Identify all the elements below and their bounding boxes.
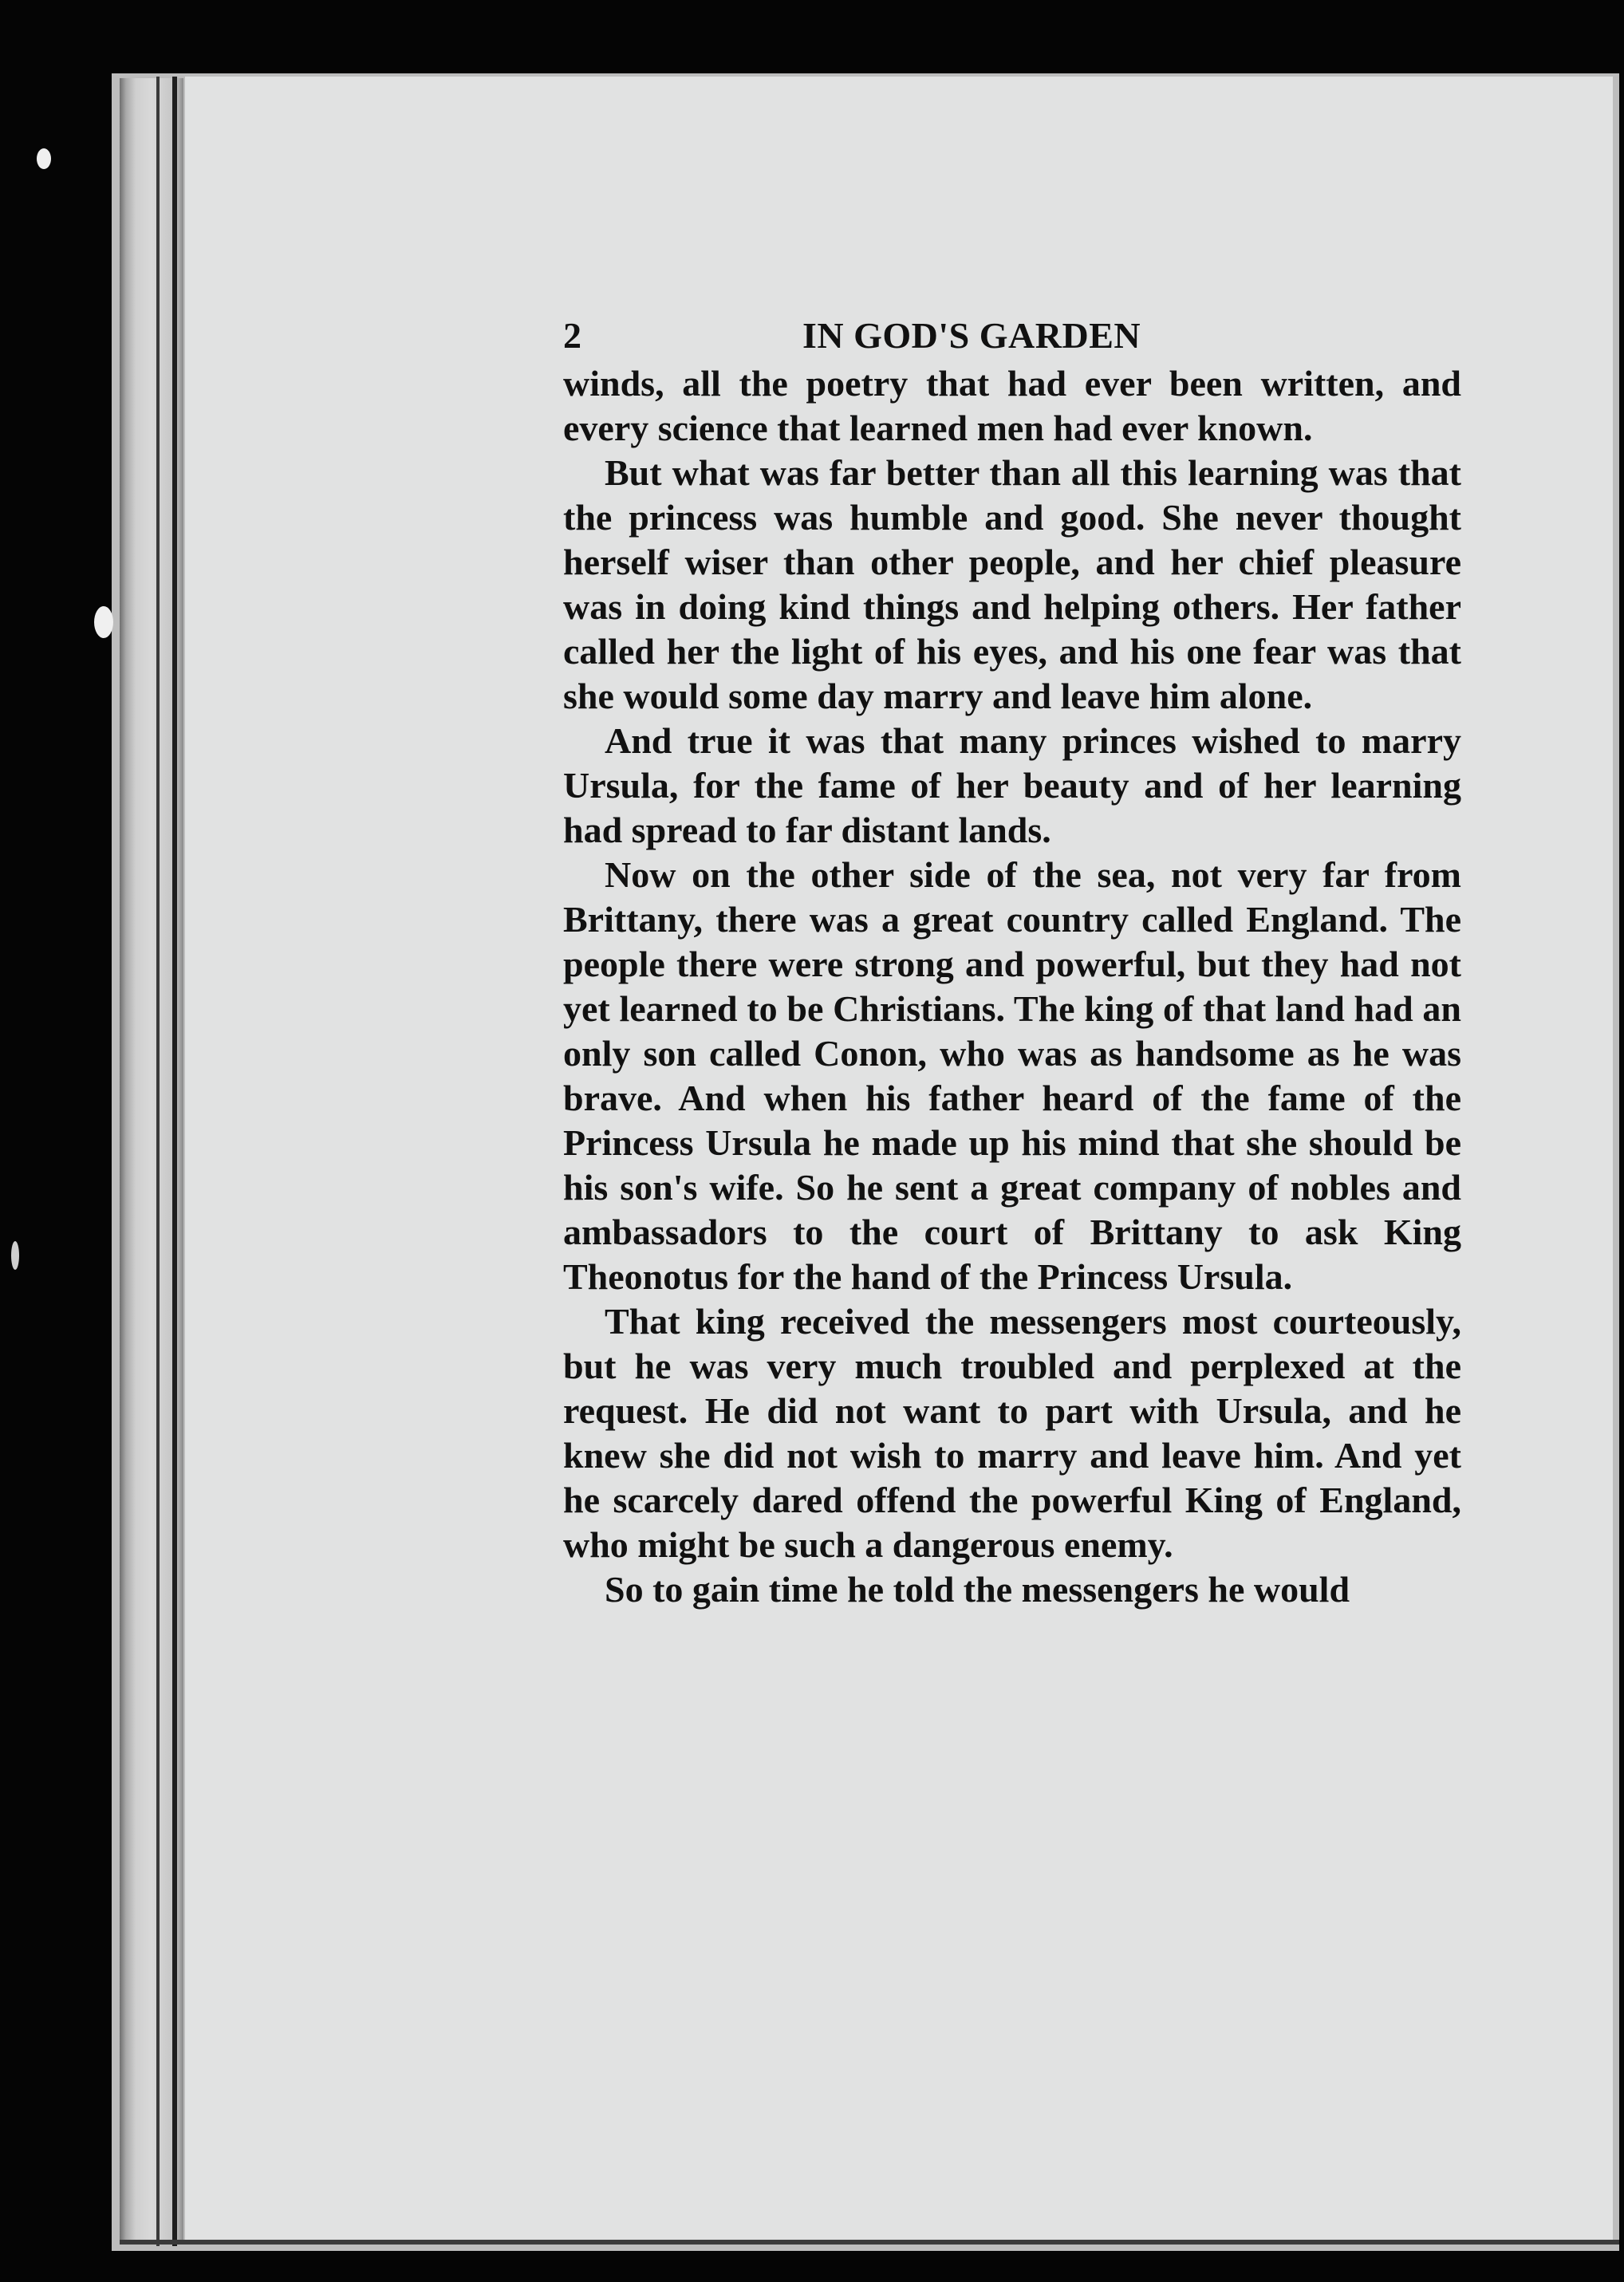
scan-speck — [11, 1241, 19, 1270]
binding-line — [172, 77, 177, 2246]
paragraph: But what was far better than all this learning was that the princess was humble and good. She never thought herself wiser than other people, and her chief pleasure was in doing kind things and helping others. Her father called her the light of his eyes, and his one fear was that she would some day marry and leave him alone. — [563, 452, 1461, 716]
paragraph: And true it was that many princes wished to marry Ursula, for the fame of her beauty and of her learning had spread to far distant lands. — [563, 720, 1461, 850]
running-title: IN GOD'S GARDEN — [802, 315, 1141, 356]
binding-line — [156, 77, 160, 2246]
page-bottom-edge — [120, 2240, 1619, 2245]
scan-speck — [94, 606, 113, 638]
scan-speck — [37, 148, 51, 169]
running-head — [563, 313, 1461, 361]
paragraph: winds, all the poetry that had ever been written, and every science that learned men had ever known. — [563, 363, 1461, 448]
paragraph: Now on the other side of the sea, not very far from Brittany, there was a great country called England. The people there were strong and powerful, but they had not yet learned to be Christians. The king of that land had an only son called Conon, who was as handsome as he was brave. And when his father heard of the fame of the Princess Ursula he made up his mind that she should be his son's wife. So he sent a great company of nobles and ambassadors to the court of Brittany to ask King Theonotus for the hand of the Princess Ursula. — [563, 854, 1461, 1297]
paragraph: So to gain time he told the messengers he would — [605, 1569, 1350, 1610]
paragraph: That king received the messengers most courteously, but he was very much troubled and perplexed at the request. He did not want to part with Ursula, and he knew she did not wish to marry and leave him. And yet he scarcely dared offend the powerful King of England, who might be such a dangerous enemy. — [563, 1301, 1461, 1565]
text-block — [563, 313, 1461, 1612]
page-number: 2 — [563, 315, 581, 356]
